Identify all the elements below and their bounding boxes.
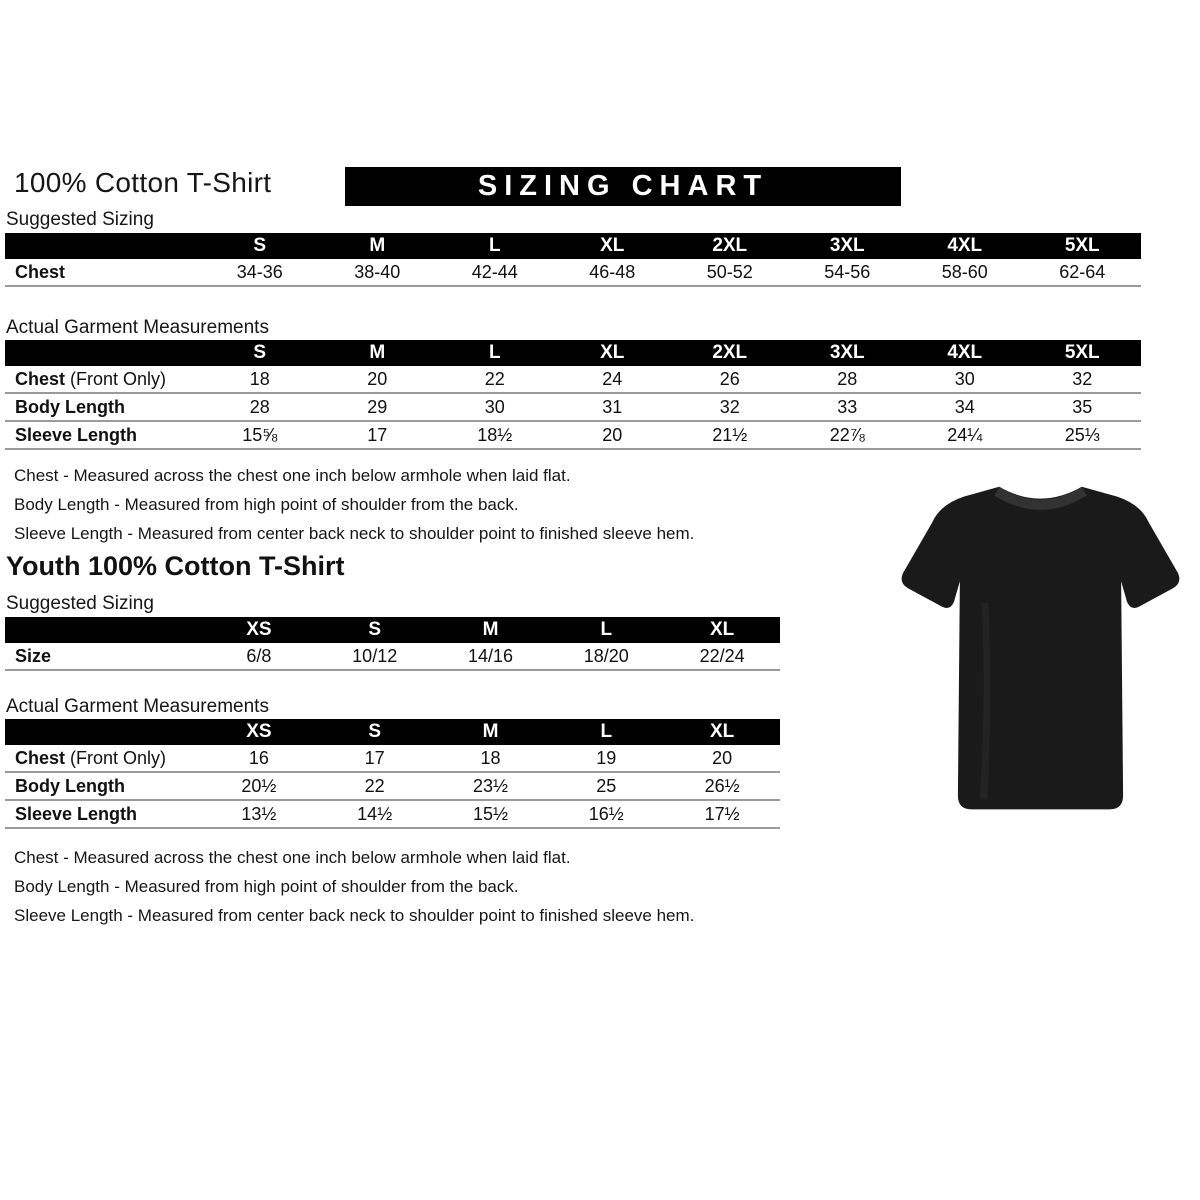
cell: 31 [602,396,623,417]
tshirt-body-shape [902,487,1180,810]
cell: 22 [484,368,505,389]
cell: 46-48 [589,261,636,282]
page-title: 100% Cotton T-Shirt [14,167,272,198]
cell: 26½ [704,775,740,796]
column-header: M [482,619,499,640]
cell: 18 [249,368,270,389]
row-label: Chest [15,261,66,282]
column-header: 5XL [1064,342,1100,363]
cell: 23½ [472,775,509,796]
cell: 16½ [588,803,624,824]
table-header-row [5,617,780,643]
cell: 42-44 [471,261,518,282]
note-line: Chest - Measured across the chest one inch below armhole when laid flat. [14,848,571,867]
cell: 17 [364,747,385,768]
youth-actual-measurements-table [5,719,780,829]
table-row [5,394,1141,422]
row-label: Size [15,645,52,666]
cell: 14/16 [467,645,514,666]
cell: 16 [248,747,269,768]
column-header: S [253,342,267,363]
column-header: 2XL [712,342,748,363]
adult-measurement-notes [14,461,694,548]
note-line: Body Length - Measured from high point of shoulder from the back. [14,877,519,896]
cell: 15⅝ [242,424,278,445]
cell: 30 [954,368,975,389]
cell: 38-40 [354,261,401,282]
cell: 28 [837,368,858,389]
table-row [5,773,780,801]
cell: 33 [837,396,858,417]
table-header-row [5,340,1141,366]
cell: 10/12 [352,645,398,666]
table-row [5,745,780,773]
table-header-row [5,719,780,745]
cell: 62-64 [1059,261,1106,282]
column-header: S [368,721,382,742]
table-header-row [5,233,1141,259]
table-row [5,422,1141,450]
youth-section-title: Youth 100% Cotton T-Shirt [6,551,345,581]
column-header: 4XL [947,235,983,256]
column-header: XL [600,342,625,363]
cell: 29 [367,396,388,417]
cell: 54-56 [824,261,871,282]
row-label: Body Length [15,396,125,417]
youth-suggested-sizing-table [5,617,780,671]
column-header: 4XL [947,342,983,363]
table-row [5,643,780,671]
cell: 26 [719,368,740,389]
cell: 50-52 [706,261,753,282]
cell: 32 [719,396,740,417]
cell: 18½ [477,424,513,445]
cell: 13½ [241,803,277,824]
cell: 20 [712,747,733,768]
table-row [5,366,1141,394]
cell: 20 [367,368,388,389]
cell: 32 [1072,368,1093,389]
column-header: XL [600,235,625,256]
cell: 22/24 [699,645,745,666]
cell: 25 [596,775,617,796]
cell: 15½ [472,803,509,824]
cell: 25⅓ [1064,424,1100,445]
column-header: S [368,619,382,640]
row-label: Sleeve Length [15,424,138,445]
note-line: Chest - Measured across the chest one inch below armhole when laid flat. [14,466,571,485]
youth-actual-measurements-label: Actual Garment Measurements [6,696,269,717]
column-header: 5XL [1064,235,1100,256]
cell: 20½ [241,775,277,796]
sizing-chart-banner: SIZING CHART [345,167,901,206]
row-label: Chest (Front Only) [15,368,167,389]
table-row [5,259,1141,287]
cell: 19 [596,747,617,768]
black-tshirt-image [893,473,1188,831]
cell: 18/20 [583,645,629,666]
cell: 14½ [357,803,393,824]
column-header: M [369,342,386,363]
cell: 30 [484,396,505,417]
column-header: M [369,235,386,256]
row-label: Chest (Front Only) [15,747,167,768]
row-label: Sleeve Length [15,803,138,824]
column-header: L [488,342,501,363]
column-header: L [488,235,501,256]
note-line: Body Length - Measured from high point of shoulder from the back. [14,495,519,514]
cell: 28 [249,396,270,417]
table-row [5,801,780,829]
column-header: L [600,619,613,640]
youth-suggested-sizing-label: Suggested Sizing [6,593,154,614]
cell: 22 [364,775,385,796]
column-header: XL [709,619,735,640]
cell: 34-36 [236,261,283,282]
cell: 17 [367,424,388,445]
cell: 18 [480,747,501,768]
cell: 21½ [712,424,748,445]
cell: 24 [602,368,623,389]
adult-suggested-sizing-table [5,233,1141,287]
column-header: XS [246,721,272,742]
column-header: XL [709,721,735,742]
column-header: S [253,235,267,256]
column-header: 3XL [829,235,865,256]
cell: 34 [954,396,975,417]
note-line: Sleeve Length - Measured from center back neck to shoulder point to finished sleeve hem. [14,524,695,543]
column-header: 3XL [829,342,865,363]
cell: 20 [602,424,623,445]
column-header: M [482,721,499,742]
cell: 24¼ [947,424,983,445]
cell: 22⅞ [829,424,865,445]
column-header: 2XL [712,235,748,256]
row-label: Body Length [15,775,125,796]
adult-actual-measurements-label: Actual Garment Measurements [6,317,269,338]
cell: 58-60 [941,261,988,282]
cell: 17½ [704,803,740,824]
column-header: XS [246,619,272,640]
cell: 35 [1072,396,1093,417]
adult-actual-measurements-table [5,340,1141,450]
adult-suggested-sizing-label: Suggested Sizing [6,209,154,230]
column-header: L [600,721,613,742]
note-line: Sleeve Length - Measured from center back neck to shoulder point to finished sleeve hem. [14,906,695,925]
cell: 6/8 [246,645,272,666]
youth-measurement-notes [14,843,694,930]
